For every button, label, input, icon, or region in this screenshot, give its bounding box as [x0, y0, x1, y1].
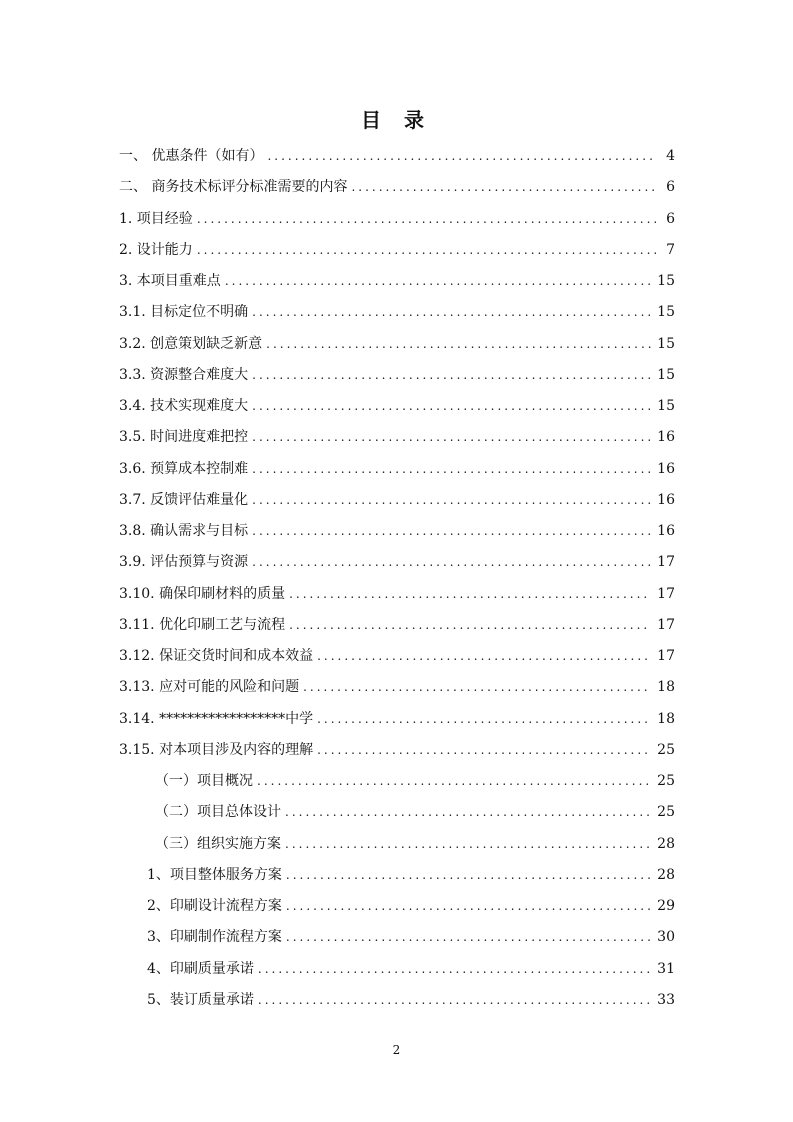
toc-entry[interactable]: [119, 610, 675, 641]
toc-entry-label: 3.2. 创意策划缺乏新意: [119, 335, 263, 352]
toc-entry-label: 3.8. 确认需求与目标: [119, 523, 249, 539]
toc-entry-page: 18: [657, 710, 675, 727]
toc-entry-page: 4: [666, 148, 675, 164]
toc-leader-dots: [351, 172, 657, 203]
toc-entry[interactable]: [119, 891, 675, 922]
toc-entry-page: 31: [657, 960, 675, 977]
toc-entry[interactable]: [119, 704, 675, 735]
toc-entry-label: 3.7. 反馈评估难量化: [119, 491, 249, 508]
toc-entry[interactable]: [119, 829, 675, 860]
toc-entry-page: 6: [666, 210, 675, 227]
toc-leader-dots: [252, 516, 651, 547]
toc-entry-page: 30: [657, 929, 675, 946]
toc-leader-dots: [252, 454, 651, 485]
toc-leader-dots: [257, 766, 651, 797]
toc-entry-page: 16: [657, 523, 675, 539]
toc-entry[interactable]: [119, 735, 675, 766]
toc-entry-page: 28: [657, 835, 675, 852]
toc-entry-label: 3.13. 应对可能的风险和问题: [119, 679, 300, 696]
toc-entry-label: 1、项目整体服务方案: [147, 866, 282, 883]
toc-entry[interactable]: [119, 672, 675, 703]
toc-entry-label: 5、装订质量承诺: [147, 991, 254, 1008]
toc-leader-dots: [252, 360, 651, 391]
toc-entry[interactable]: [119, 797, 675, 828]
toc-entry-label: （一）项目概况: [155, 773, 253, 789]
toc-entry-label: 3.15. 对本项目涉及内容的理解: [119, 741, 314, 758]
toc-entry-label: 4、印刷质量承诺: [147, 960, 254, 977]
toc-entry[interactable]: [119, 516, 675, 547]
toc-leader-dots: [286, 860, 651, 891]
toc-entry[interactable]: [119, 860, 675, 891]
toc-entry-label: （二）项目总体设计: [155, 804, 281, 821]
toc-leader-dots: [252, 547, 651, 578]
toc-entry-label: 一、 优惠条件（如有）: [119, 148, 264, 164]
toc-entry-label: 3.6. 预算成本控制难: [119, 460, 249, 477]
toc-entry-label: 3. 本项目重难点: [119, 273, 221, 289]
toc-leader-dots: [317, 735, 651, 766]
toc-entry[interactable]: [119, 954, 675, 985]
table-of-contents: [119, 141, 675, 1016]
toc-leader-dots: [317, 704, 651, 735]
toc-entry[interactable]: [119, 422, 675, 453]
toc-entry-page: 16: [657, 491, 675, 508]
toc-entry-label: 二、 商务技术标评分标准需要的内容: [119, 179, 348, 196]
toc-entry[interactable]: [119, 266, 675, 297]
toc-entry[interactable]: [119, 547, 675, 578]
toc-entry-page: 7: [666, 241, 675, 258]
toc-entry-label: 3.3. 资源整合难度大: [119, 366, 249, 383]
toc-leader-dots: [266, 329, 651, 360]
toc-leader-dots: [285, 797, 651, 828]
toc-entry[interactable]: [119, 329, 675, 360]
toc-entry[interactable]: [119, 485, 675, 516]
toc-entry-page: 6: [666, 179, 675, 196]
toc-leader-dots: [289, 610, 651, 641]
page-number: 2: [392, 1043, 401, 1057]
toc-leader-dots: [252, 422, 651, 453]
toc-leader-dots: [317, 641, 651, 672]
toc-entry-page: 16: [657, 429, 675, 446]
toc-entry-page: 17: [657, 585, 675, 602]
toc-leader-dots: [197, 235, 657, 266]
toc-leader-dots: [197, 204, 657, 235]
toc-entry-page: 25: [657, 741, 675, 758]
toc-leader-dots: [286, 922, 651, 953]
toc-entry-page: 25: [657, 804, 675, 821]
toc-entry-page: 16: [657, 460, 675, 477]
toc-entry-page: 15: [657, 366, 675, 383]
toc-entry-label: 2、印刷设计流程方案: [147, 898, 282, 914]
toc-entry-label: 3.1. 目标定位不明确: [119, 304, 249, 321]
toc-entry-label: 3.12. 保证交货时间和成本效益: [119, 648, 314, 664]
toc-entry[interactable]: [119, 985, 675, 1016]
toc-leader-dots: [252, 391, 651, 422]
toc-entry-page: 17: [657, 554, 675, 571]
toc-entry[interactable]: [119, 579, 675, 610]
toc-entry-label: 3、印刷制作流程方案: [147, 929, 282, 946]
toc-entry-page: 18: [657, 679, 675, 696]
toc-entry-page: 33: [657, 991, 675, 1008]
toc-entry-page: 29: [657, 898, 675, 914]
toc-entry-page: 17: [657, 616, 675, 633]
toc-leader-dots: [289, 579, 651, 610]
toc-entry-label: （三）组织实施方案: [155, 835, 281, 852]
toc-entry[interactable]: [119, 172, 675, 203]
toc-leader-dots: [258, 954, 651, 985]
toc-entry[interactable]: [119, 141, 675, 172]
toc-entry-label: 3.11. 优化印刷工艺与流程: [119, 616, 286, 633]
toc-leader-dots: [286, 891, 651, 922]
toc-leader-dots: [252, 485, 651, 516]
toc-entry[interactable]: [119, 454, 675, 485]
toc-entry[interactable]: [119, 766, 675, 797]
toc-entry-page: 17: [657, 648, 675, 664]
toc-entry-label: 3.4. 技术实现难度大: [119, 398, 249, 414]
toc-entry-label: 1. 项目经验: [119, 210, 193, 227]
toc-entry[interactable]: [119, 235, 675, 266]
toc-entry-label: 2. 设计能力: [119, 241, 193, 258]
toc-entry[interactable]: [119, 360, 675, 391]
toc-entry-label: 3.9. 评估预算与资源: [119, 554, 249, 571]
toc-entry[interactable]: [119, 391, 675, 422]
toc-entry-page: 25: [657, 773, 675, 789]
toc-entry-label: 3.10. 确保印刷材料的质量: [119, 585, 286, 602]
toc-leader-dots: [267, 141, 657, 172]
toc-entry-label: 3.5. 时间进度难把控: [119, 429, 249, 446]
toc-leader-dots: [285, 829, 651, 860]
toc-entry-label: 3.14. ******************中学: [119, 710, 314, 727]
page-title: 目 录: [361, 108, 432, 132]
toc-leader-dots: [303, 672, 651, 703]
toc-leader-dots: [252, 297, 651, 328]
toc-entry-page: 15: [657, 273, 675, 289]
toc-leader-dots: [258, 985, 651, 1016]
toc-entry-page: 28: [657, 866, 675, 883]
toc-entry[interactable]: [119, 641, 675, 672]
toc-leader-dots: [225, 266, 651, 297]
toc-entry-page: 15: [657, 398, 675, 414]
toc-entry[interactable]: [119, 297, 675, 328]
toc-entry[interactable]: [119, 204, 675, 235]
toc-entry-page: 15: [657, 335, 675, 352]
toc-entry-page: 15: [657, 304, 675, 321]
toc-entry[interactable]: [119, 922, 675, 953]
